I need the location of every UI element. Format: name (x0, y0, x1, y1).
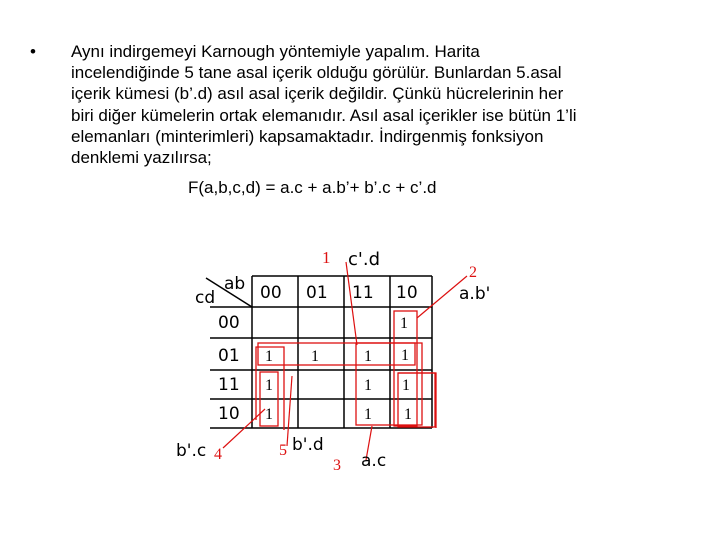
pointer-line-1 (346, 262, 357, 345)
paragraph-line: elemanları (minterimleri) kapsamaktadır. İndirgenmiş fonksiyon (71, 126, 544, 146)
paragraph-line: Aynı indirgemeyi Karnough yöntemiyle yapalım. Harita (71, 42, 480, 61)
annotation-number-3: 3 (333, 457, 341, 474)
row-header-01: 01 (218, 346, 240, 366)
row-header-11: 11 (218, 375, 240, 395)
col-header-11: 11 (352, 283, 374, 303)
annotation-number-1: 1 (322, 248, 331, 267)
paragraph-line: denklemi yazılırsa; (71, 148, 212, 168)
annotation-number-4: 4 (214, 446, 222, 463)
kmap-cell: 1 (311, 348, 319, 365)
paragraph-line: içerik kümesi (b’.d) asıl asal içerik değildir. Çünkü hücrelerinin her (71, 84, 564, 104)
row-header-00: 00 (218, 313, 240, 333)
kmap-cell: 1 (265, 377, 273, 394)
corner-label-ab: ab (224, 274, 246, 294)
kmap-cell: 1 (364, 348, 372, 365)
kmap-cell: 1 (364, 377, 372, 394)
col-header-10: 10 (396, 283, 418, 303)
annotation-label-a-c: a.c (361, 451, 387, 471)
col-header-01: 01 (306, 283, 328, 303)
bullet-dot: • (30, 42, 36, 61)
kmap-cell: 1 (265, 406, 273, 423)
group-loop-c-prime-d (258, 343, 415, 365)
kmap-cell: 1 (265, 348, 273, 365)
col-header-00: 00 (260, 283, 282, 303)
row-header-10: 10 (218, 404, 240, 424)
annotation-label-b-prime-c: b'.c (176, 441, 207, 461)
annotation-number-5: 5 (279, 442, 287, 459)
annotation-label-a-b-prime: a.b' (459, 284, 491, 304)
corner-label-cd: cd (195, 288, 216, 308)
kmap-cell: 1 (364, 406, 372, 423)
annotation-label-b-prime-d: b'.d (292, 435, 324, 455)
kmap-cell: 1 (402, 377, 410, 394)
annotation-label-c-prime-d: c'.d (348, 249, 380, 270)
kmap-cell: 1 (401, 347, 409, 364)
kmap-cell: 1 (404, 406, 412, 423)
reduced-function-formula: F(a,b,c,d) = a.c + a.b’+ b’.c + c’.d (188, 178, 437, 197)
paragraph-line: biri diğer kümelerin ortak elemanıdır. Asıl asal içerikler ise bütün 1’li (71, 105, 577, 125)
kmap-cell: 1 (400, 315, 408, 332)
annotation-number-2: 2 (469, 264, 477, 281)
paragraph-line: incelendiğinde 5 tane asal içerik olduğu görülür. Bunlardan 5.asal (71, 63, 562, 83)
